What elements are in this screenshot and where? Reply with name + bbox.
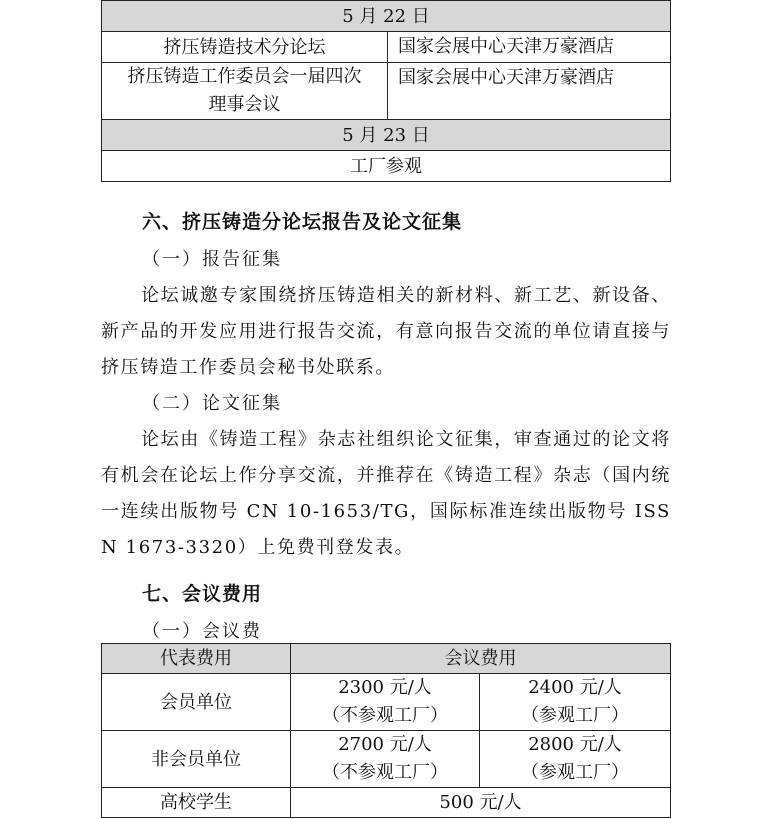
section6-sub2: （二）论文征集	[142, 393, 282, 414]
fees-col-type: 代表费用	[102, 644, 291, 674]
section6-title: 六、挤压铸造分论坛报告及论文征集	[142, 211, 463, 233]
fee-student-amount: 500 元/人	[291, 788, 671, 818]
fees-col-fee: 会议费用	[291, 644, 671, 674]
section6-sub1: （一）报告征集	[142, 249, 282, 270]
fee-cell	[480, 674, 671, 731]
fee-note: （不参观工厂）	[322, 705, 448, 726]
schedule-day1-header: 5 月 22 日	[102, 1, 671, 32]
fee-cell	[291, 731, 480, 788]
schedule-table	[101, 0, 671, 182]
section6-para1: 论坛诚邀专家围绕挤压铸造相关的新材料、新工艺、新设备、新产品的开发应用进行报告交流，有意向报告交流的单位请直接与挤压铸造工作委员会秘书处联系。	[101, 285, 671, 378]
schedule-event	[102, 63, 388, 120]
fee-note: （参观工厂）	[521, 705, 629, 726]
fee-amount: 2400 元/人	[528, 677, 622, 698]
schedule-day2-header: 5 月 23 日	[102, 120, 671, 151]
section7-sub1: （一）会议费	[142, 621, 262, 642]
fee-note: （参观工厂）	[521, 762, 629, 783]
fee-row-type: 会员单位	[102, 674, 291, 731]
fee-cell	[480, 731, 671, 788]
fee-cell	[291, 674, 480, 731]
schedule-venue: 国家会展中心天津万豪酒店	[388, 32, 671, 63]
schedule-event: 挤压铸造技术分论坛	[102, 32, 388, 63]
schedule-visit: 工厂参观	[102, 151, 671, 182]
schedule-event-line2: 理事会议	[208, 94, 281, 115]
fee-note: （不参观工厂）	[322, 762, 448, 783]
fee-amount: 2800 元/人	[528, 734, 622, 755]
fees-table	[101, 643, 671, 818]
schedule-venue: 国家会展中心天津万豪酒店	[388, 63, 671, 120]
fee-amount: 2300 元/人	[338, 677, 432, 698]
fee-row-type: 非会员单位	[102, 731, 291, 788]
fee-amount: 2700 元/人	[338, 734, 432, 755]
section7-title: 七、会议费用	[142, 583, 263, 605]
fee-student-type: 高校学生	[102, 788, 291, 818]
schedule-event-line1: 挤压铸造工作委员会一届四次	[127, 66, 362, 87]
section6-para2: 论坛由《铸造工程》杂志社组织论文征集，审查通过的论文将有机会在论坛上作分享交流，并推荐在《铸造工程》杂志（国内统一连续出版物号 CN 10-1653/TG，国际标准连续出版物号 ISSN 1673-3320）上免费刊登发表。	[101, 429, 671, 558]
